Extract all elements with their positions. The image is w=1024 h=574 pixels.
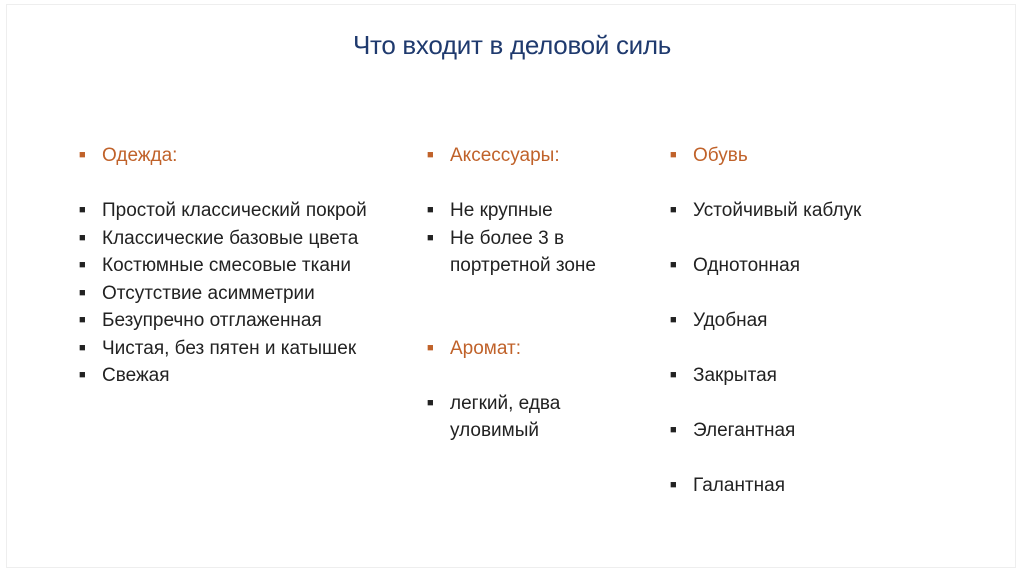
list-item bbox=[425, 225, 635, 280]
bullet-icon: ■ bbox=[79, 369, 86, 381]
bullet-icon: ■ bbox=[427, 149, 434, 161]
heading-text: Одежда: bbox=[102, 145, 178, 166]
list-item bbox=[77, 252, 377, 280]
slide-title: Что входит в деловой силь bbox=[352, 30, 672, 60]
bullet-icon: ■ bbox=[79, 286, 86, 299]
list-item bbox=[668, 472, 968, 500]
column-shoes bbox=[668, 142, 968, 500]
column-accessories bbox=[425, 142, 635, 445]
column-clothing bbox=[77, 142, 377, 390]
spacer bbox=[668, 445, 968, 473]
bullet-icon: ■ bbox=[670, 259, 677, 271]
section-heading-aroma bbox=[425, 335, 635, 363]
list-item-text: легкий, едва уловимый bbox=[450, 392, 561, 441]
list-item-text: Безупречно отглаженная bbox=[102, 310, 322, 331]
spacer bbox=[668, 280, 968, 308]
list-item bbox=[77, 307, 377, 335]
bullet-icon: ■ bbox=[79, 204, 86, 216]
list-item bbox=[668, 307, 968, 335]
list-item bbox=[425, 197, 635, 225]
bullet-icon: ■ bbox=[427, 204, 434, 216]
bullet-icon: ■ bbox=[79, 231, 86, 244]
list-item bbox=[425, 390, 635, 445]
spacer bbox=[425, 362, 635, 390]
bullet-icon: ■ bbox=[670, 149, 677, 161]
list-item-text: Удобная bbox=[693, 310, 768, 331]
bullet-icon: ■ bbox=[670, 314, 677, 326]
bullet-icon: ■ bbox=[79, 341, 86, 354]
list-item bbox=[77, 335, 377, 363]
list-item-text: Отсутствие асимметрии bbox=[102, 282, 315, 304]
spacer bbox=[668, 390, 968, 418]
heading-text: Аксессуары: bbox=[450, 145, 560, 166]
list-item-text: Галантная bbox=[693, 475, 785, 496]
bullet-icon: ■ bbox=[79, 314, 86, 326]
section-heading-accessories bbox=[425, 142, 635, 170]
list-item-text: Чистая, без пятен и катышек bbox=[102, 337, 357, 359]
list-item bbox=[77, 362, 377, 390]
list-item bbox=[77, 280, 377, 308]
spacer bbox=[668, 225, 968, 253]
list-item-text: Закрытая bbox=[693, 365, 777, 386]
list-item-text: Элегантная bbox=[693, 420, 796, 441]
list-item-text: Не крупные bbox=[450, 200, 553, 221]
heading-text: Аромат: bbox=[450, 337, 521, 359]
heading-text: Обувь bbox=[693, 145, 748, 166]
spacer bbox=[77, 170, 377, 198]
bullet-icon: ■ bbox=[670, 204, 677, 216]
spacer bbox=[668, 170, 968, 198]
section-heading-clothing bbox=[77, 142, 377, 170]
spacer bbox=[425, 280, 635, 335]
list-item-text: Костюмные смесовые ткани bbox=[102, 255, 352, 276]
bullet-icon: ■ bbox=[427, 231, 434, 244]
list-item-text: Свежая bbox=[102, 365, 170, 386]
list-item-text: Не более 3 в портретной зоне bbox=[450, 227, 596, 276]
bullet-icon: ■ bbox=[670, 424, 677, 436]
bullet-icon: ■ bbox=[670, 369, 677, 381]
list-item bbox=[77, 197, 377, 225]
bullet-icon: ■ bbox=[79, 259, 86, 271]
bullet-icon: ■ bbox=[427, 341, 434, 354]
spacer bbox=[425, 170, 635, 198]
list-item bbox=[668, 197, 968, 225]
bullet-icon: ■ bbox=[427, 396, 434, 409]
list-item-text: Простой классический покрой bbox=[102, 200, 367, 221]
list-item bbox=[77, 225, 377, 253]
bullet-icon: ■ bbox=[79, 149, 86, 161]
list-item-text: Устойчивый каблук bbox=[693, 200, 862, 221]
spacer bbox=[668, 335, 968, 363]
list-item bbox=[668, 362, 968, 390]
list-item bbox=[668, 252, 968, 280]
list-item-text: Однотонная bbox=[693, 255, 800, 276]
list-item-text: Классические базовые цвета bbox=[102, 227, 359, 249]
list-item bbox=[668, 417, 968, 445]
section-heading-shoes bbox=[668, 142, 968, 170]
bullet-icon: ■ bbox=[670, 479, 677, 491]
